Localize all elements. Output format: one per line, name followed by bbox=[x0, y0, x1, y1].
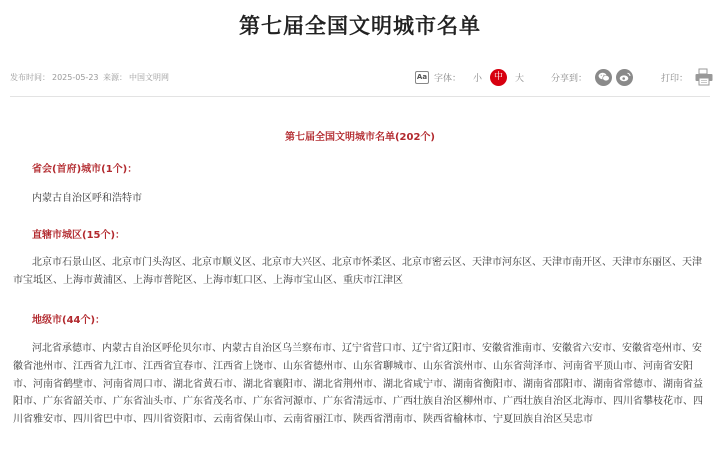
header-divider bbox=[10, 96, 710, 97]
section-heading-municipal: 直辖市城区(15个)： bbox=[32, 230, 126, 241]
share-label: 分享到： bbox=[551, 73, 588, 84]
page-title: 第七届全国文明城市名单 bbox=[239, 14, 481, 38]
section-heading-prefecture: 地级市(44个)： bbox=[32, 315, 106, 326]
font-size-icon: Aa bbox=[415, 71, 429, 84]
published-label: 发布时间： bbox=[10, 73, 50, 82]
share-tools bbox=[551, 66, 637, 88]
section-body-municipal: 北京市石景山区、北京市门头沟区、北京市顺义区、北京市大兴区、北京市怀柔区、北京市密云区、天津市河东区、天津市南开区、天津市东丽区、天津市宝坻区、上海市黄浦区、上海市普陀区、上海市虹口区、上海市宝山区、重庆市江津区 bbox=[13, 257, 702, 286]
list-subtitle: 第七届全国文明城市名单(202个) bbox=[284, 132, 435, 143]
section-body-prefecture: 河北省承德市、内蒙古自治区呼伦贝尔市、内蒙古自治区乌兰察布市、辽宁省营口市、辽宁省辽阳市、安徽省淮南市、安徽省六安市、安徽省亳州市、安徽省池州市、江西省九江市、江西省宜春市、江西省上饶市、山东省德州市、山东省聊城市、山东省滨州市、山东省菏泽市、河南省平顶山市、河南省安阳市、河南省鹤壁市、河南省周口市、湖北省黄石市、湖北省襄阳市、湖北省荆州市、湖北省咸宁市、湖南省衡阳市、湖南省邵阳市、湖南省常德市、湖南省益阳市、广东省韶关市、广东省汕头市、广东省茂名市、广东省河源市、广东省清远市、广西壮族自治区柳州市、广西壮族自治区北海市、四川省攀枝花市、四川省雅安市、四川省巴中市、四川省资阳市、云南省保山市、云南省丽江市、陕西省渭南市、陕西省榆林市、宁夏回族自治区吴忠市 bbox=[13, 343, 703, 426]
font-size-tools bbox=[415, 66, 532, 88]
font-label: 字体： bbox=[434, 73, 462, 84]
source-label: 来源： bbox=[103, 73, 128, 82]
published-date: 2025-05-23 bbox=[52, 73, 99, 82]
weibo-icon[interactable] bbox=[616, 69, 633, 86]
source-name: 中国文明网 bbox=[129, 73, 170, 82]
font-medium-button[interactable]: 中 bbox=[490, 69, 507, 86]
section-body-capital: 内蒙古自治区呼和浩特市 bbox=[32, 193, 142, 204]
article-meta bbox=[10, 72, 171, 83]
printer-icon[interactable] bbox=[694, 68, 714, 86]
print-label: 打印： bbox=[661, 73, 689, 84]
print-tools bbox=[661, 66, 714, 88]
font-large-button[interactable]: 大 bbox=[515, 73, 525, 84]
wechat-icon[interactable] bbox=[595, 69, 612, 86]
font-small-button[interactable]: 小 bbox=[473, 73, 483, 84]
section-heading-capital: 省会(首府)城市(1个)： bbox=[32, 164, 138, 175]
